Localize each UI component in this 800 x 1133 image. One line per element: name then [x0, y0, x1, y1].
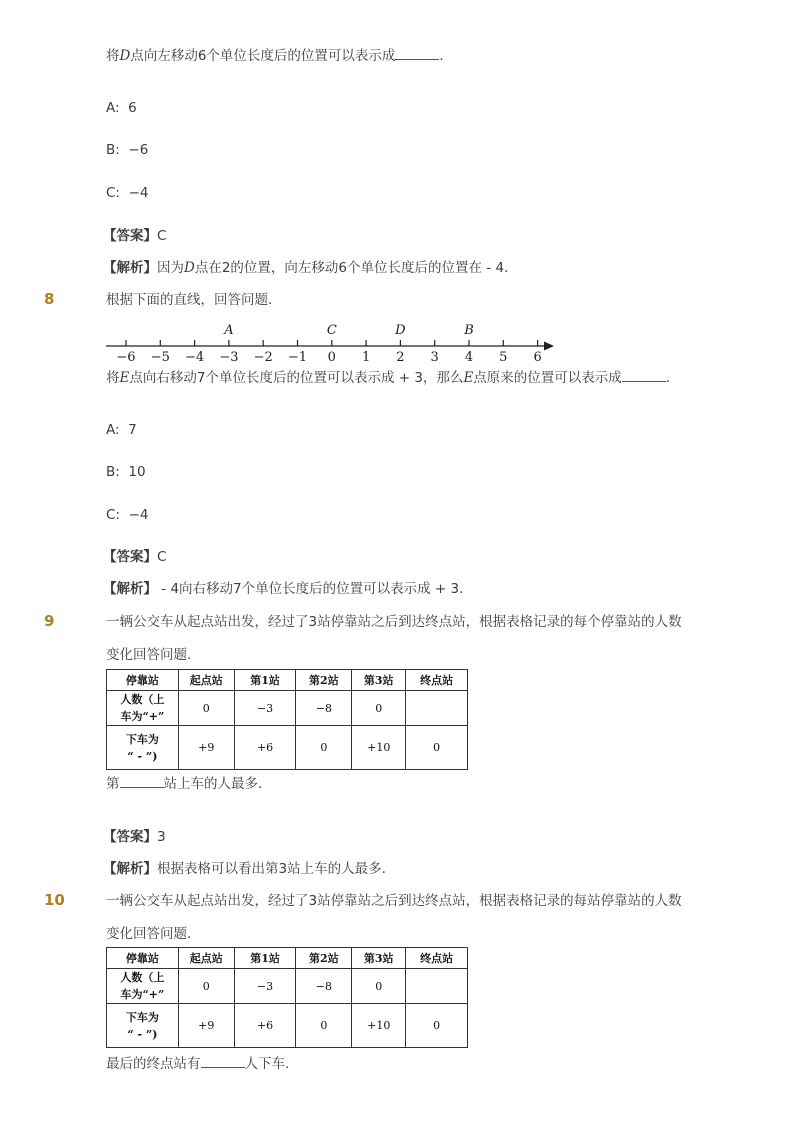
number-line-point-label: A	[224, 323, 234, 338]
number-line-tick-label: −2	[253, 350, 273, 365]
table-cell	[406, 691, 468, 726]
table-header-row	[107, 670, 468, 691]
table-cell: −3	[234, 691, 296, 726]
table-header: 第3站	[352, 948, 406, 969]
q8-analysis: 【解析】 - 4向右移动7个单位长度后的位置可以表示成 + 3.	[103, 581, 464, 597]
q8-answer: 【答案】C	[103, 549, 167, 565]
number-line	[100, 310, 560, 366]
table-header: 起点站	[178, 948, 234, 969]
table-cell: 0	[352, 691, 406, 726]
number-line-tick-label: 4	[464, 350, 474, 365]
number-line-tick-label: −3	[219, 350, 239, 365]
q9-line1: 一辆公交车从起点站出发，经过了3站停靠站之后到达终点站，根据表格记录的每个停靠站的人数	[106, 614, 682, 630]
q7-option-b: B: −6	[106, 142, 149, 158]
table-cell: +6	[234, 726, 296, 770]
q7-stem: 将D点向左移动6个单位长度后的位置可以表示成 .	[106, 48, 444, 64]
q9-table	[106, 669, 468, 770]
table-cell: 0	[406, 1004, 468, 1048]
table-row-label: 下车为 “ - ”)	[107, 726, 179, 770]
q8-option-c: C: −4	[106, 507, 149, 523]
number-line-tick-label: 2	[396, 350, 405, 365]
q8-intro: 根据下面的直线，回答问题.	[106, 292, 273, 308]
q9-answer: 【答案】3	[103, 829, 166, 845]
number-line-tick-label: 6	[533, 350, 542, 365]
table-header: 停靠站	[107, 670, 179, 691]
q10-line2: 变化回答问题.	[106, 926, 192, 942]
number-line-tick-label: −6	[116, 350, 136, 365]
q9-question: 第 站上车的人最多.	[106, 776, 263, 792]
number-line-point-label: C	[326, 323, 337, 338]
q7-analysis: 【解析】因为D点在2的位置，向左移动6个单位长度后的位置在 - 4.	[103, 260, 509, 276]
table-header: 第1站	[234, 948, 296, 969]
table-header: 第3站	[352, 670, 406, 691]
table-row-label: 下车为 “ - ”)	[107, 1004, 179, 1048]
number-line-point-label: B	[464, 323, 474, 338]
q7-answer: 【答案】C	[103, 228, 167, 244]
q10-question: 最后的终点站有 人下车.	[106, 1056, 290, 1072]
table-header: 终点站	[406, 670, 468, 691]
table-header: 终点站	[406, 948, 468, 969]
table-cell: 0	[178, 969, 234, 1004]
table-header-row	[107, 948, 468, 969]
table-row-label: 人数（上 车为“+”	[107, 969, 179, 1004]
q8-option-a: A: 7	[106, 422, 137, 438]
table-row-label: 人数（上 车为“+”	[107, 691, 179, 726]
table-header: 第2站	[296, 670, 352, 691]
q8-stem: 将E点向右移动7个单位长度后的位置可以表示成 + 3，那么E点原来的位置可以表示成 .	[106, 370, 671, 386]
table-cell: 0	[352, 969, 406, 1004]
table-cell: −8	[296, 691, 352, 726]
number-line-tick-label: −5	[150, 350, 170, 365]
answer-blank	[395, 47, 439, 60]
table-cell: 0	[178, 691, 234, 726]
q10-table	[106, 947, 468, 1048]
number-line-tick-label: −1	[287, 350, 308, 365]
q10-line1: 一辆公交车从起点站出发，经过了3站停靠站之后到达终点站，根据表格记录的每站停靠站的人数	[106, 893, 682, 909]
table-row	[107, 1004, 468, 1048]
table-cell: −3	[234, 969, 296, 1004]
table-row	[107, 726, 468, 770]
q8-option-b: B: 10	[106, 464, 146, 480]
q7-option-c: C: −4	[106, 185, 149, 201]
table-cell: +9	[178, 1004, 234, 1048]
answer-blank	[622, 369, 666, 382]
q9-analysis: 【解析】根据表格可以看出第3站上车的人最多.	[103, 861, 386, 877]
table-cell: 0	[296, 726, 352, 770]
table-row	[107, 691, 468, 726]
number-line-tick-label: 1	[361, 350, 371, 365]
number-line-tick-label: 5	[499, 350, 508, 365]
table-cell: +9	[178, 726, 234, 770]
question-number: 9	[44, 612, 55, 630]
number-line-tick-label: −4	[185, 350, 205, 365]
table-cell: −8	[296, 969, 352, 1004]
table-cell: +10	[352, 1004, 406, 1048]
q7-option-a: A: 6	[106, 100, 137, 116]
table-header: 第2站	[296, 948, 352, 969]
number-line-tick-label: 3	[430, 350, 439, 365]
number-line-arrow	[544, 342, 554, 351]
table-header: 停靠站	[107, 948, 179, 969]
question-number: 8	[44, 290, 55, 308]
table-cell: +6	[234, 1004, 296, 1048]
table-row	[107, 969, 468, 1004]
q9-line2: 变化回答问题.	[106, 647, 192, 663]
number-line-tick-label: 0	[327, 350, 336, 365]
table-cell: 0	[406, 726, 468, 770]
answer-blank	[120, 775, 164, 788]
answer-blank	[201, 1055, 245, 1068]
number-line-point-label: D	[395, 323, 406, 338]
question-number: 10	[44, 891, 65, 909]
table-cell: 0	[296, 1004, 352, 1048]
table-header: 第1站	[234, 670, 296, 691]
table-cell: +10	[352, 726, 406, 770]
table-header: 起点站	[178, 670, 234, 691]
table-cell	[406, 969, 468, 1004]
